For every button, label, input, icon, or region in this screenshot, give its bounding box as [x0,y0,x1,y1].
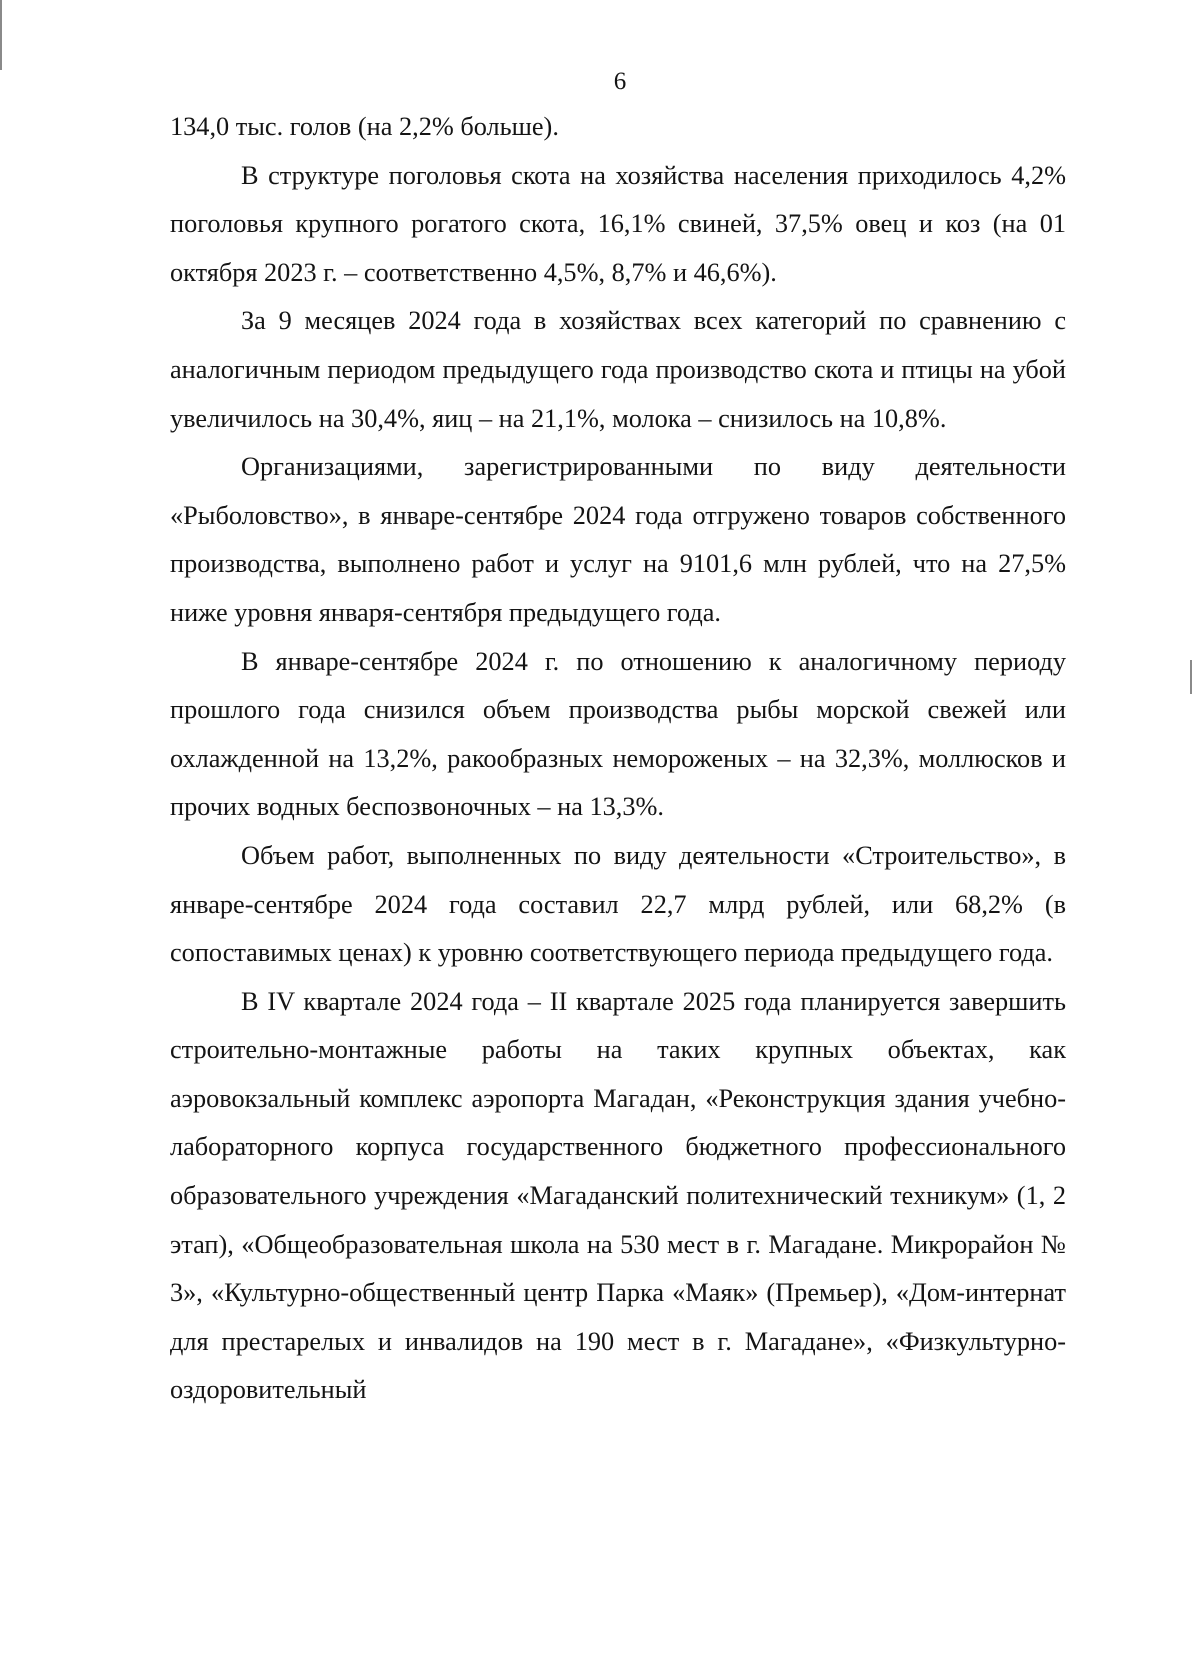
paragraph-livestock-structure: В структуре поголовья скота на хозяйства населения приходилось 4,2% поголовья крупного рогатого скота, 16,1% свиней, 37,5% овец и коз (на 01 октября 2023 г. – соответственно 4,5%, 8,7% и 46,6%). [170,160,1066,287]
paragraph-construction-volume: Объем работ, выполненных по виду деятельности «Строительство», в январе-сентябре 2024 года составил 22,7 млрд рублей, или 68,2% (в сопоставимых ценах) к уровню соответствующего периода предыдущего года. [170,840,1066,968]
page-number: 6 [613,68,627,95]
scan-edge-mark-right [1190,660,1192,694]
document-body [170,103,1066,1415]
paragraph-fish-production: В январе-сентябре 2024 г. по отношению к аналогичному периоду прошлого года снизился объем производства рыбы морской свежей или охлажденной на 13,2%, ракообразных немороженых – на 32,3%, моллюсков и прочих водных беспозвоночных – на 13,3%. [170,646,1066,822]
paragraph-production-9-months: За 9 месяцев 2024 года в хозяйствах всех категорий по сравнению с аналогичным периодом предыдущего года производство скота и птицы на убой увеличилось на 30,4%, яиц – на 21,1%, молока – снизилось на 10,8%. [170,306,1066,433]
scan-edge-mark-top [0,0,2,70]
paragraph-livestock-continuation: 134,0 тыс. голов (на 2,2% больше). [170,112,559,141]
paragraph-construction-plans: В IV квартале 2024 года – II квартале 2025 года планируется завершить строительно-монтажные работы на таких крупных объектах, как аэровокзальный комплекс аэропорта Магадан, «Реконструкция здания учебно-лабораторного корпуса государственного бюджетного профессионального образовательного учреждения «Магаданский политехнический техникум» (1, 2 этап), «Общеобразовательная школа на 530 мест в г. Магадане. Микрорайон № 3», «Культурно-общественный центр Парка «Маяк» (Премьер), «Дом-интернат для престарелых и инвалидов на 190 мест в г. Магадане», «Физкультурно-оздоровительный [170,986,1066,1405]
paragraph-fishing: Организациями, зарегистрированными по виду деятельности «Рыболовство», в январе-сентябре 2024 года отгружено товаров собственного производства, выполнено работ и услуг на 9101,6 млн рублей, что на 27,5% ниже уровня января-сентября предыдущего года. [170,452,1066,627]
